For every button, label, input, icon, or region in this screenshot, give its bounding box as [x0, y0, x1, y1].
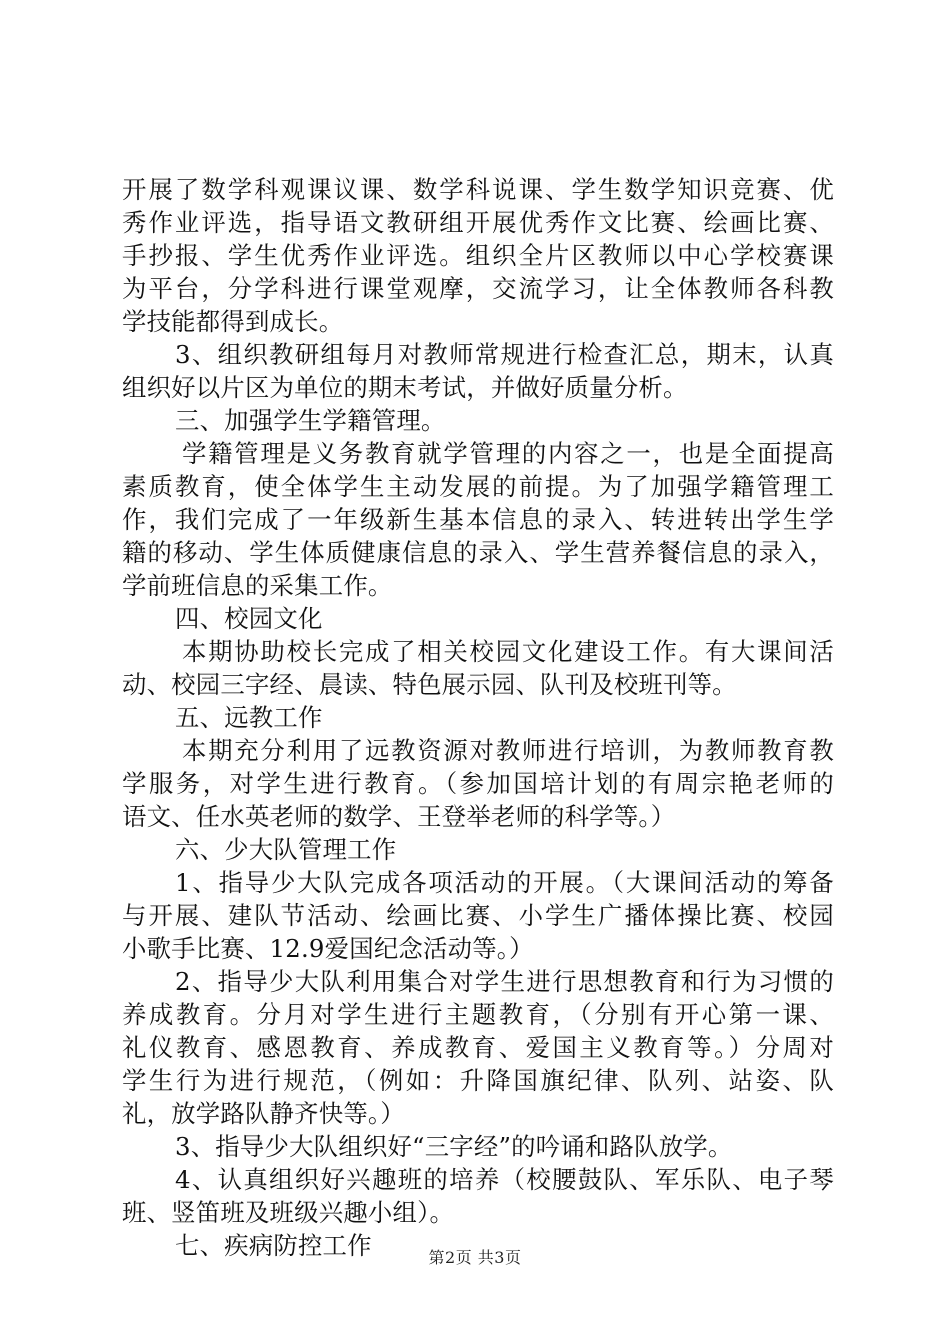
text-line: 六、少大队管理工作 — [175, 835, 397, 864]
text-line: 为平台，分学科进行课堂观摩，交流学习，让全体教师各科教 — [122, 274, 834, 303]
text-line: 作，我们完成了一年级新生基本信息的录入、转进转出学生学 — [122, 505, 834, 534]
text-line: 籍的移动、学生体质健康信息的录入、学生营养餐信息的录入， — [122, 538, 834, 567]
text-line: 学服务，对学生进行教育。（参加国培计划的有周宗艳老师的 — [122, 769, 834, 798]
text-line: 本期充分利用了远教资源对教师进行培训，为教师教育教 — [182, 736, 834, 765]
text-line: 学前班信息的采集工作。 — [122, 571, 393, 600]
document-body — [122, 173, 834, 1262]
text-line: 秀作业评选，指导语文教研组开展优秀作文比赛、绘画比赛、 — [122, 208, 834, 237]
text-line: 学生行为进行规范，（例如：升降国旗纪律、队列、站姿、队 — [122, 1066, 834, 1095]
text-line: 2、指导少大队利用集合对学生进行思想教育和行为习惯的 — [175, 967, 834, 996]
text-line: 组织好以片区为单位的期末考试，并做好质量分析。 — [122, 373, 688, 402]
text-line: 四、校园文化 — [175, 604, 323, 633]
text-line: 1、指导少大队完成各项活动的开展。（大课间活动的筹备 — [175, 868, 834, 897]
text-line: 三、加强学生学籍管理。 — [175, 406, 446, 435]
text-line: 礼，放学路队静齐快等。） — [122, 1099, 405, 1128]
text-line: 五、远教工作 — [175, 703, 323, 732]
text-line: 动、校园三字经、晨读、特色展示园、队刊及校班刊等。 — [122, 670, 737, 699]
text-line: 4、认真组织好兴趣班的培养（校腰鼓队、军乐队、电子琴 — [175, 1165, 834, 1194]
text-line: 本期协助校长完成了相关校园文化建设工作。有大课间活 — [182, 637, 834, 666]
text-line: 开展了数学科观课议课、数学科说课、学生数学知识竞赛、优 — [122, 175, 834, 204]
text-line: 七、疾病防控工作 — [175, 1231, 372, 1260]
text-line: 学技能都得到成长。 — [122, 307, 344, 336]
text-line: 养成教育。分月对学生进行主题教育，（分别有开心第一课、 — [122, 1000, 834, 1029]
text-line: 学籍管理是义务教育就学管理的内容之一，也是全面提高 — [182, 439, 834, 468]
text-line: 礼仪教育、感恩教育、养成教育、爱国主义教育等。）分周对 — [122, 1033, 834, 1062]
text-line: 3、组织教研组每月对教师常规进行检查汇总，期末，认真 — [175, 340, 834, 369]
text-line: 手抄报、学生优秀作业评选。组织全片区教师以中心学校赛课 — [122, 241, 834, 270]
text-line: 班、竖笛班及班级兴趣小组）。 — [122, 1198, 455, 1227]
page-footer: 第2页 共3页 — [428, 1248, 522, 1267]
text-line: 素质教育，使全体学生主动发展的前提。为了加强学籍管理工 — [122, 472, 834, 501]
text-line: 小歌手比赛、12.9爱国纪念活动等。） — [122, 934, 534, 963]
text-line: 3、指导少大队组织好“三字经”的吟诵和路队放学。 — [175, 1132, 733, 1161]
text-line: 与开展、建队节活动、绘画比赛、小学生广播体操比赛、校园 — [122, 901, 834, 930]
text-line: 语文、任水英老师的数学、王登举老师的科学等。） — [122, 802, 676, 831]
